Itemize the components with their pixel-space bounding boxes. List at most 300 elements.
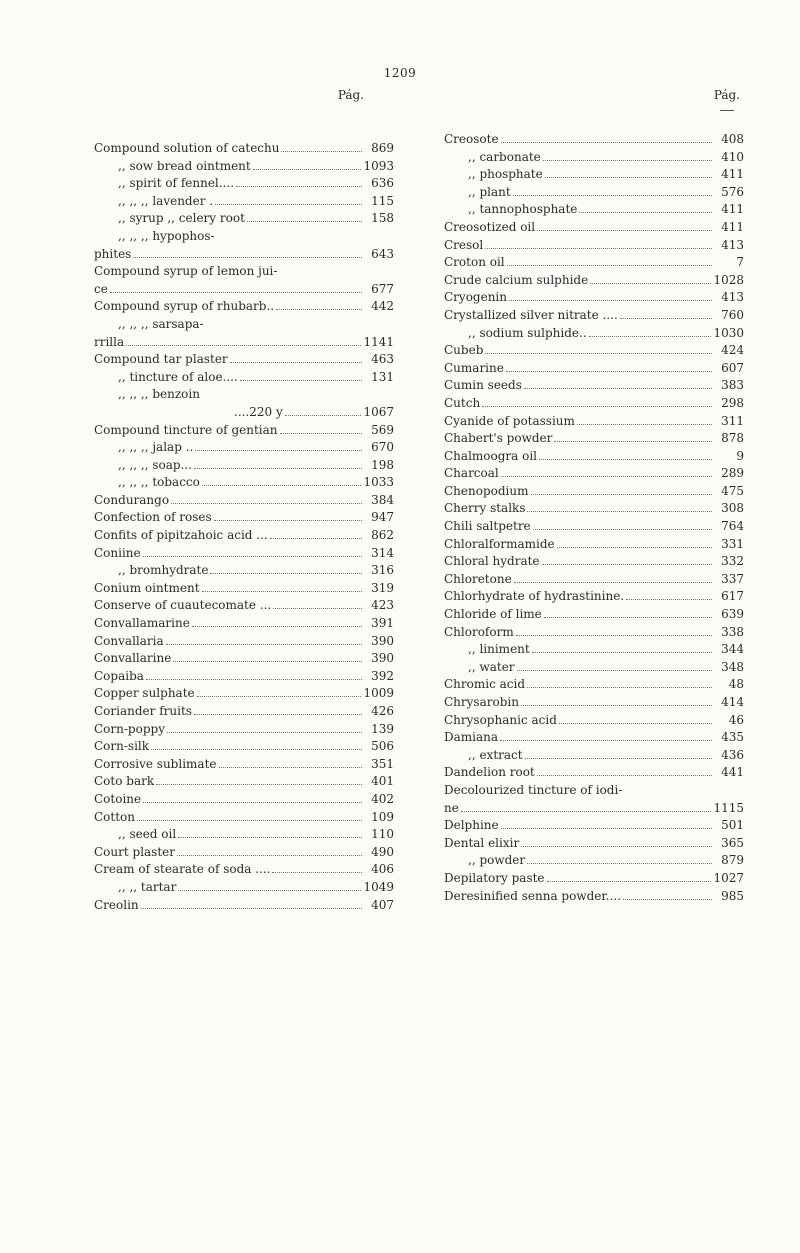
page-column-heading: Pág. <box>337 88 364 102</box>
index-entry <box>444 518 744 536</box>
dot-leader <box>173 654 362 662</box>
dot-leader <box>516 627 712 635</box>
dot-leader <box>623 891 712 899</box>
index-entry <box>444 342 744 360</box>
dot-leader <box>167 724 362 732</box>
heading-rule <box>720 110 734 111</box>
entry-term: ,, plant <box>468 184 511 199</box>
index-entry <box>94 158 394 176</box>
entry-term: ,, seed oil <box>118 827 177 842</box>
index-entry <box>444 201 744 219</box>
index-entry <box>444 237 744 255</box>
entry-page-number: 337 <box>721 571 744 586</box>
entry-page-number: 298 <box>721 395 744 410</box>
dot-leader <box>620 311 712 319</box>
index-entries-left <box>94 140 394 914</box>
entry-term: Compound tincture of gentian <box>94 422 278 437</box>
dot-leader <box>210 566 362 574</box>
dot-leader <box>485 346 712 354</box>
entry-term: Cumin seeds <box>444 378 522 393</box>
index-entry <box>444 676 744 694</box>
dot-leader <box>543 152 712 160</box>
dot-leader <box>230 355 362 363</box>
entry-term: Chenopodium <box>444 483 529 498</box>
entry-page-number: 384 <box>371 492 394 507</box>
entry-page-number: 7 <box>736 255 744 270</box>
entry-page-number: 115 <box>371 193 394 208</box>
entry-term: Chloralformamide <box>444 536 555 551</box>
entry-term: ,, water <box>468 659 515 674</box>
entry-term: ,, tannophosphate <box>468 202 578 217</box>
entry-term: ,, syrup ,, celery root <box>118 211 245 226</box>
dot-leader <box>177 848 362 856</box>
entry-page-number: 351 <box>371 756 394 771</box>
dot-leader <box>557 539 712 547</box>
dot-leader <box>151 742 362 750</box>
entry-page-number: 569 <box>371 422 394 437</box>
entry-term: Compound tar plaster <box>94 352 228 367</box>
index-entry <box>444 870 744 888</box>
index-entry <box>94 545 394 563</box>
dot-leader <box>279 268 362 275</box>
entry-page-number: 344 <box>721 642 744 657</box>
entry-term: Cyanide of potassium <box>444 413 575 428</box>
entry-page-number: 1049 <box>363 879 394 894</box>
dot-leader <box>513 188 712 196</box>
entry-term: ,, carbonate <box>468 149 541 164</box>
dot-leader <box>506 364 712 372</box>
entry-term: Conium ointment <box>94 580 200 595</box>
index-entry <box>94 140 394 158</box>
entry-term: Copaiba <box>94 668 144 683</box>
entry-term: Corrosive sublimate <box>94 756 217 771</box>
index-entry <box>94 404 394 422</box>
index-entry <box>94 228 394 246</box>
entry-term: ,, phosphate <box>468 167 543 182</box>
entry-page-number: 760 <box>721 307 744 322</box>
entry-term: Corn-poppy <box>94 721 165 736</box>
entry-term: ,, sow bread ointment <box>118 158 251 173</box>
index-entry <box>444 817 744 835</box>
dot-leader <box>206 321 362 328</box>
index-entry <box>444 413 744 431</box>
entry-page-number: 411 <box>721 219 744 234</box>
index-entry <box>94 422 394 440</box>
dot-leader <box>197 689 362 697</box>
dot-leader <box>537 223 712 231</box>
entry-page-number: 411 <box>721 202 744 217</box>
entry-page-number: 109 <box>371 809 394 824</box>
entry-page-number: 410 <box>721 149 744 164</box>
index-entry <box>94 861 394 879</box>
entry-page-number: 639 <box>721 607 744 622</box>
index-entry <box>94 721 394 739</box>
entry-term: Cotoine <box>94 791 142 806</box>
entry-term: ,, ,, tartar <box>118 879 177 894</box>
entry-page-number: 1115 <box>713 800 744 815</box>
entry-term: ,, ,, ,, jalap .. <box>118 440 194 455</box>
entry-term: Convallaria <box>94 633 164 648</box>
entry-page-number: 402 <box>371 791 394 806</box>
entry-term: Conserve of cuautecomate ... <box>94 598 272 613</box>
dot-leader <box>285 408 362 416</box>
index-entry <box>444 254 744 272</box>
entry-term: Dandelion root <box>444 765 535 780</box>
index-entry <box>444 377 744 395</box>
dot-leader <box>559 715 712 723</box>
entry-term: Chloral hydrate <box>444 554 540 569</box>
dot-leader <box>544 610 712 618</box>
entry-page-number: 406 <box>371 862 394 877</box>
index-entry <box>444 360 744 378</box>
entry-term: Chrysarobin <box>444 695 519 709</box>
entry-term: Compound solution of catechu <box>94 141 280 155</box>
entry-page-number: 423 <box>371 598 394 613</box>
entry-page-number: 390 <box>371 633 394 648</box>
dot-leader <box>276 302 362 310</box>
entry-page-number: 1009 <box>363 686 394 701</box>
index-entry <box>444 219 744 237</box>
dot-leader <box>281 144 362 152</box>
index-entry <box>444 166 744 184</box>
index-entry <box>94 597 394 615</box>
entry-term: ,, ,, ,, soap... <box>118 457 192 472</box>
dot-leader <box>524 381 712 389</box>
entry-page-number: 390 <box>371 651 394 666</box>
entry-page-number: 1067 <box>363 404 394 419</box>
dot-leader <box>542 557 712 565</box>
index-entry <box>94 791 394 809</box>
index-entry <box>444 448 744 466</box>
dot-leader <box>500 733 712 741</box>
entry-page-number: 617 <box>721 589 744 604</box>
index-entry <box>94 703 394 721</box>
entry-term: Depilatory paste <box>444 870 545 885</box>
index-entry <box>444 888 744 906</box>
index-column-left <box>94 88 394 914</box>
index-entry <box>94 668 394 686</box>
index-entry <box>444 500 744 518</box>
dot-leader <box>202 584 362 592</box>
dot-leader <box>202 391 362 398</box>
entry-page-number: 636 <box>371 176 394 191</box>
dot-leader <box>501 135 712 143</box>
entry-page-number: 435 <box>721 730 744 745</box>
entry-term: Decolourized tincture of iodi- <box>444 782 623 797</box>
entry-page-number: 490 <box>371 844 394 859</box>
index-entry <box>94 685 394 703</box>
index-entry <box>94 334 394 352</box>
index-entry <box>94 457 394 475</box>
dot-leader <box>110 285 362 293</box>
index-entry <box>94 615 394 633</box>
dot-leader <box>533 522 712 530</box>
index-entry <box>94 210 394 228</box>
index-entry <box>444 325 744 343</box>
entry-term: Chalmoogra oil <box>444 448 538 463</box>
entry-term: ne <box>444 800 459 815</box>
entry-term: ,, ,, ,, benzoin <box>118 387 200 402</box>
dot-leader <box>202 478 362 486</box>
index-entry <box>444 289 744 307</box>
index-entry <box>444 764 744 782</box>
dot-leader <box>547 874 712 882</box>
entry-term: Cutch <box>444 395 481 410</box>
entry-page-number: 426 <box>371 704 394 718</box>
dot-leader <box>509 293 712 301</box>
entry-term: ,, ,, ,, lavender . <box>118 193 214 208</box>
entry-term: ,, liniment <box>468 642 530 657</box>
entry-page-number: 677 <box>371 281 394 296</box>
dot-leader <box>554 434 712 442</box>
entry-term: Chloroform <box>444 624 514 639</box>
entry-page-number: 878 <box>721 431 744 446</box>
entry-term: Chloride of lime <box>444 607 542 622</box>
entry-page-number: 331 <box>721 536 744 551</box>
dot-leader <box>501 469 712 477</box>
dot-leader <box>195 443 362 451</box>
entry-term: Creolin <box>94 897 139 912</box>
entry-term: phites <box>94 246 132 261</box>
entry-page-number: 576 <box>721 184 744 199</box>
index-entry <box>444 782 744 800</box>
dot-leader <box>482 399 712 407</box>
entry-page-number: 407 <box>371 897 394 912</box>
index-entry <box>444 184 744 202</box>
entry-page-number: 670 <box>371 440 394 455</box>
index-entry <box>444 588 744 606</box>
entry-term: Condurango <box>94 492 170 507</box>
dot-leader <box>531 487 713 495</box>
entry-page-number: 463 <box>371 352 394 367</box>
dot-leader <box>532 645 712 653</box>
dot-leader <box>137 812 362 820</box>
dot-leader <box>166 636 362 644</box>
entry-term: Compound syrup of rhubarb.. <box>94 299 275 314</box>
entry-term: Copper sulphate <box>94 686 195 701</box>
entry-term: ,, bromhydrate <box>118 563 209 578</box>
entry-term: Croton oil <box>444 255 505 270</box>
entry-page-number: 436 <box>721 747 744 762</box>
dot-leader <box>527 856 712 864</box>
dot-leader <box>501 821 712 829</box>
dot-leader <box>272 865 362 873</box>
index-entry <box>444 272 744 290</box>
entry-term: Cryogenin <box>444 290 507 305</box>
entry-term: Charcoal <box>444 466 499 481</box>
index-entry <box>94 386 394 404</box>
index-entry <box>444 712 744 730</box>
index-entry <box>444 571 744 589</box>
dot-leader <box>527 504 712 512</box>
entry-page-number: 501 <box>721 818 744 833</box>
index-entry <box>444 694 744 712</box>
entry-term: Crude calcium sulphide <box>444 272 589 287</box>
dot-leader <box>171 496 362 504</box>
entry-page-number: 338 <box>721 624 744 639</box>
entry-term: ,, sodium sulphide.. <box>468 325 587 340</box>
entry-page-number: 348 <box>721 659 744 674</box>
index-entry <box>444 800 744 818</box>
entry-page-number: 862 <box>371 528 394 543</box>
entry-term: ,, ,, ,, tobacco <box>118 475 200 490</box>
entry-page-number: 391 <box>371 616 394 631</box>
entry-term: Convallarine <box>94 651 172 666</box>
dot-leader <box>214 513 362 521</box>
entry-term: Coniine <box>94 545 141 560</box>
index-entry <box>94 246 394 264</box>
entry-term: Damiana <box>444 730 499 745</box>
entry-page-number: 319 <box>371 580 394 595</box>
dot-leader <box>626 592 712 600</box>
dot-leader <box>133 249 362 257</box>
entry-page-number: 198 <box>371 457 394 472</box>
entry-page-number: 411 <box>721 167 744 182</box>
entry-page-number: 475 <box>721 483 744 498</box>
index-entry <box>444 747 744 765</box>
index-entry <box>94 474 394 492</box>
dot-leader <box>537 768 712 776</box>
dot-leader <box>146 672 362 680</box>
entry-page-number: 48 <box>728 677 744 692</box>
index-entry <box>94 369 394 387</box>
entry-page-number: 442 <box>371 299 394 314</box>
entry-term: Cherry stalks <box>444 501 526 516</box>
entry-page-number: 643 <box>371 246 394 261</box>
index-entry <box>444 729 744 747</box>
entry-term: Creosotized oil <box>444 219 536 234</box>
entry-page-number: 311 <box>721 413 744 428</box>
index-entry <box>94 633 394 651</box>
entry-term: Chloretone <box>444 571 512 586</box>
entry-page-number: 408 <box>721 132 744 146</box>
index-entry <box>94 580 394 598</box>
entry-term: Convallamarine <box>94 616 190 631</box>
dot-leader <box>247 214 362 222</box>
entry-page-number: 1093 <box>363 158 394 173</box>
entry-page-number: 289 <box>721 466 744 481</box>
entry-page-number: 131 <box>371 369 394 384</box>
entry-term: Coto bark <box>94 774 155 789</box>
entry-page-number: 314 <box>371 545 394 560</box>
dot-leader <box>219 760 363 768</box>
index-entry <box>94 175 394 193</box>
entry-term: rrilla <box>94 334 125 349</box>
index-entry <box>94 316 394 334</box>
entry-page-number: 424 <box>721 343 744 358</box>
index-entry <box>444 835 744 853</box>
dot-leader <box>194 461 362 469</box>
entry-term: Chili saltpetre <box>444 519 531 534</box>
entry-term: Chlorhydrate of hydrastinine. <box>444 589 625 604</box>
entry-page-number: 1027 <box>713 870 744 885</box>
index-entry <box>444 307 744 325</box>
entry-term: ,, ,, ,, sarsapa- <box>118 316 204 331</box>
entry-page-number: 947 <box>371 510 394 525</box>
index-entry <box>94 439 394 457</box>
dot-leader <box>521 698 712 706</box>
index-entry <box>94 492 394 510</box>
entry-page-number: 316 <box>371 563 394 578</box>
dot-leader <box>521 839 712 847</box>
entry-term: Chromic acid <box>444 677 526 692</box>
entry-page-number: 1030 <box>713 325 744 340</box>
index-entry <box>444 483 744 501</box>
index-entry <box>94 738 394 756</box>
entry-page-number: 607 <box>721 360 744 375</box>
dot-leader <box>270 531 362 539</box>
index-entry <box>444 606 744 624</box>
page-column-heading: Pág. <box>713 88 740 102</box>
index-entry <box>444 430 744 448</box>
entry-page-number: 869 <box>371 141 394 155</box>
entry-page-number: 110 <box>371 827 394 842</box>
entry-page-number: 985 <box>721 888 744 903</box>
index-entry <box>94 527 394 545</box>
entry-page-number: 392 <box>371 668 394 683</box>
index-entry <box>94 844 394 862</box>
entry-page-number: 9 <box>736 448 744 463</box>
entry-term: Crystallized silver nitrate .... <box>444 307 618 322</box>
dot-leader <box>525 751 712 759</box>
dot-leader <box>215 197 362 205</box>
entry-term: Delphine <box>444 818 499 833</box>
entry-term: Court plaster <box>94 844 175 859</box>
dot-leader <box>236 179 362 187</box>
index-entry <box>444 395 744 413</box>
entry-page-number: 414 <box>721 695 744 709</box>
entry-page-number: 308 <box>721 501 744 516</box>
entry-page-number: 365 <box>721 835 744 850</box>
dot-leader <box>141 900 362 908</box>
entry-page-number: 139 <box>371 721 394 736</box>
index-entries-right <box>444 131 744 905</box>
entry-page-number: 332 <box>721 554 744 569</box>
index-entry <box>94 193 394 211</box>
index-entry <box>94 897 394 915</box>
dot-leader <box>143 795 362 803</box>
index-entry <box>94 562 394 580</box>
entry-term: Cumarine <box>444 360 504 375</box>
entry-term: Compound syrup of lemon jui- <box>94 264 278 279</box>
dot-leader <box>577 416 712 424</box>
entry-term: Coriander fruits <box>94 704 192 718</box>
entry-term: Cotton <box>94 809 136 824</box>
index-entry <box>94 351 394 369</box>
entry-term: Confection of roses <box>94 510 212 525</box>
index-entry <box>94 298 394 316</box>
index-entry <box>94 809 394 827</box>
entry-term: ....220 y <box>234 404 283 419</box>
index-entry <box>444 659 744 677</box>
entry-page-number: 1141 <box>363 334 394 349</box>
index-entry <box>444 131 744 149</box>
entry-term: Chabert's powder <box>444 431 553 446</box>
entry-page-number: 383 <box>721 378 744 393</box>
index-entry <box>94 879 394 897</box>
dot-leader <box>178 830 362 838</box>
dot-leader <box>461 803 712 811</box>
dot-leader <box>126 337 361 345</box>
dot-leader <box>143 548 362 556</box>
index-entry <box>94 650 394 668</box>
dot-leader <box>273 601 362 609</box>
entry-term: Corn-silk <box>94 739 150 754</box>
entry-page-number: 413 <box>721 290 744 305</box>
entry-page-number: 46 <box>728 712 744 727</box>
entry-term: Deresinified senna powder.... <box>444 888 622 903</box>
index-entry <box>444 536 744 554</box>
